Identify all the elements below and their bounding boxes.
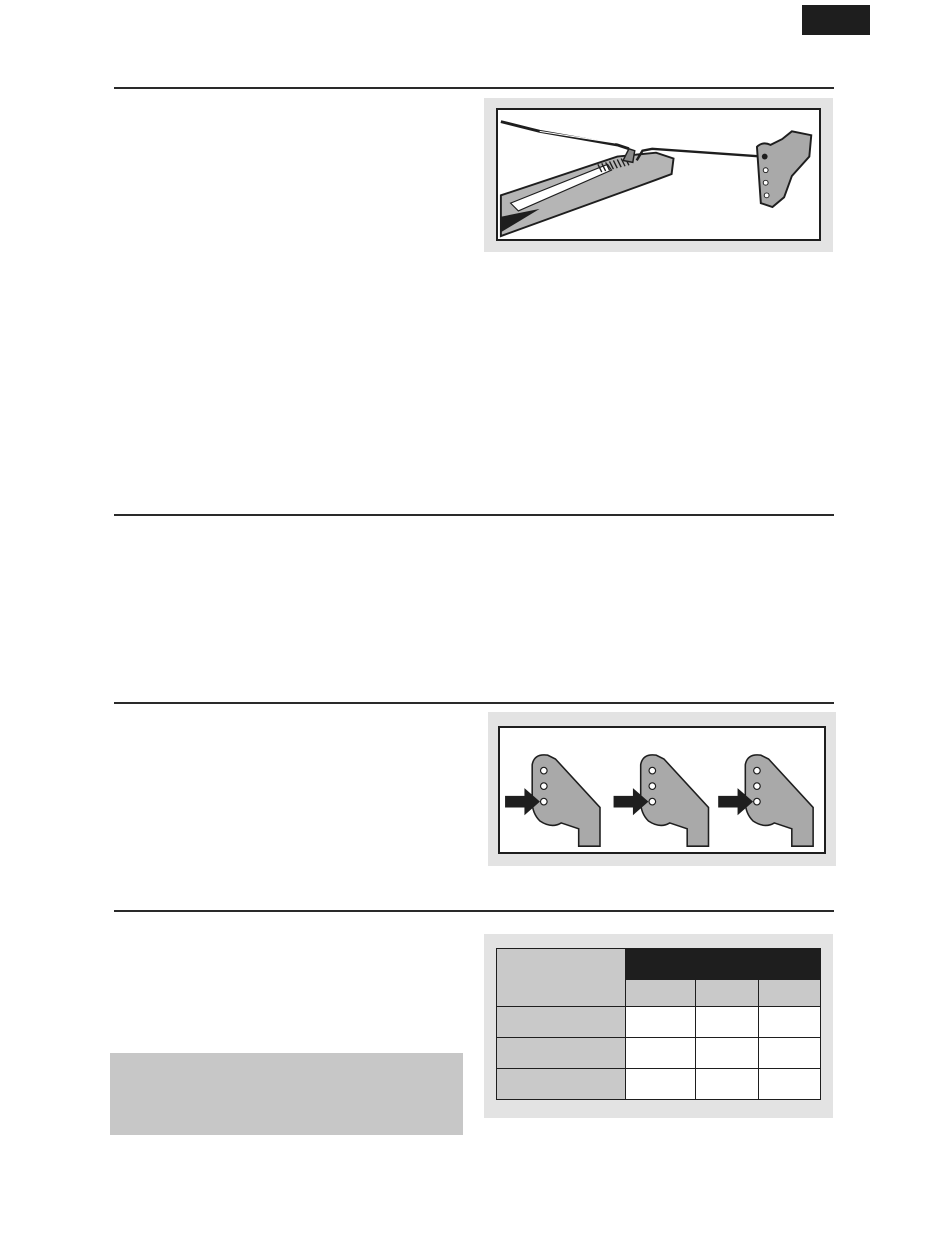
control-horn-right xyxy=(718,755,813,846)
section-divider-1 xyxy=(114,87,834,89)
table-cell xyxy=(626,1069,696,1100)
table-sub-header xyxy=(696,980,759,1007)
section-divider-4 xyxy=(114,910,834,912)
control-horn-middle xyxy=(614,755,709,846)
pliers-icon xyxy=(501,149,674,236)
pushrod-figure-panel xyxy=(484,98,833,252)
pushrod-figure xyxy=(496,108,821,241)
section-divider-2 xyxy=(114,514,834,516)
rates-table xyxy=(496,948,821,1100)
table-row xyxy=(497,1069,821,1100)
table-cell xyxy=(696,1007,759,1038)
table-cell xyxy=(626,1038,696,1069)
table-row xyxy=(497,1038,821,1069)
language-tab xyxy=(802,5,870,35)
table-corner-header xyxy=(497,949,626,1007)
control-horn-figure-panel xyxy=(488,712,836,866)
table-row-label xyxy=(497,1007,626,1038)
table-cell xyxy=(626,1007,696,1038)
note-box xyxy=(110,1053,463,1135)
control-horn-illustration xyxy=(500,728,824,852)
table-row-label xyxy=(497,1038,626,1069)
pushrod-illustration xyxy=(498,110,819,239)
control-horn-figure xyxy=(498,726,826,854)
table-sub-header xyxy=(626,980,696,1007)
table-cell xyxy=(696,1069,759,1100)
table-cell xyxy=(759,1038,821,1069)
table-cell xyxy=(759,1069,821,1100)
table-cell xyxy=(759,1007,821,1038)
table-row-label xyxy=(497,1069,626,1100)
table-group-header xyxy=(626,949,821,980)
table-sub-header xyxy=(759,980,821,1007)
table-row xyxy=(497,1007,821,1038)
control-horn-left xyxy=(505,755,600,846)
table-cell xyxy=(696,1038,759,1069)
section-divider-3 xyxy=(114,702,834,704)
